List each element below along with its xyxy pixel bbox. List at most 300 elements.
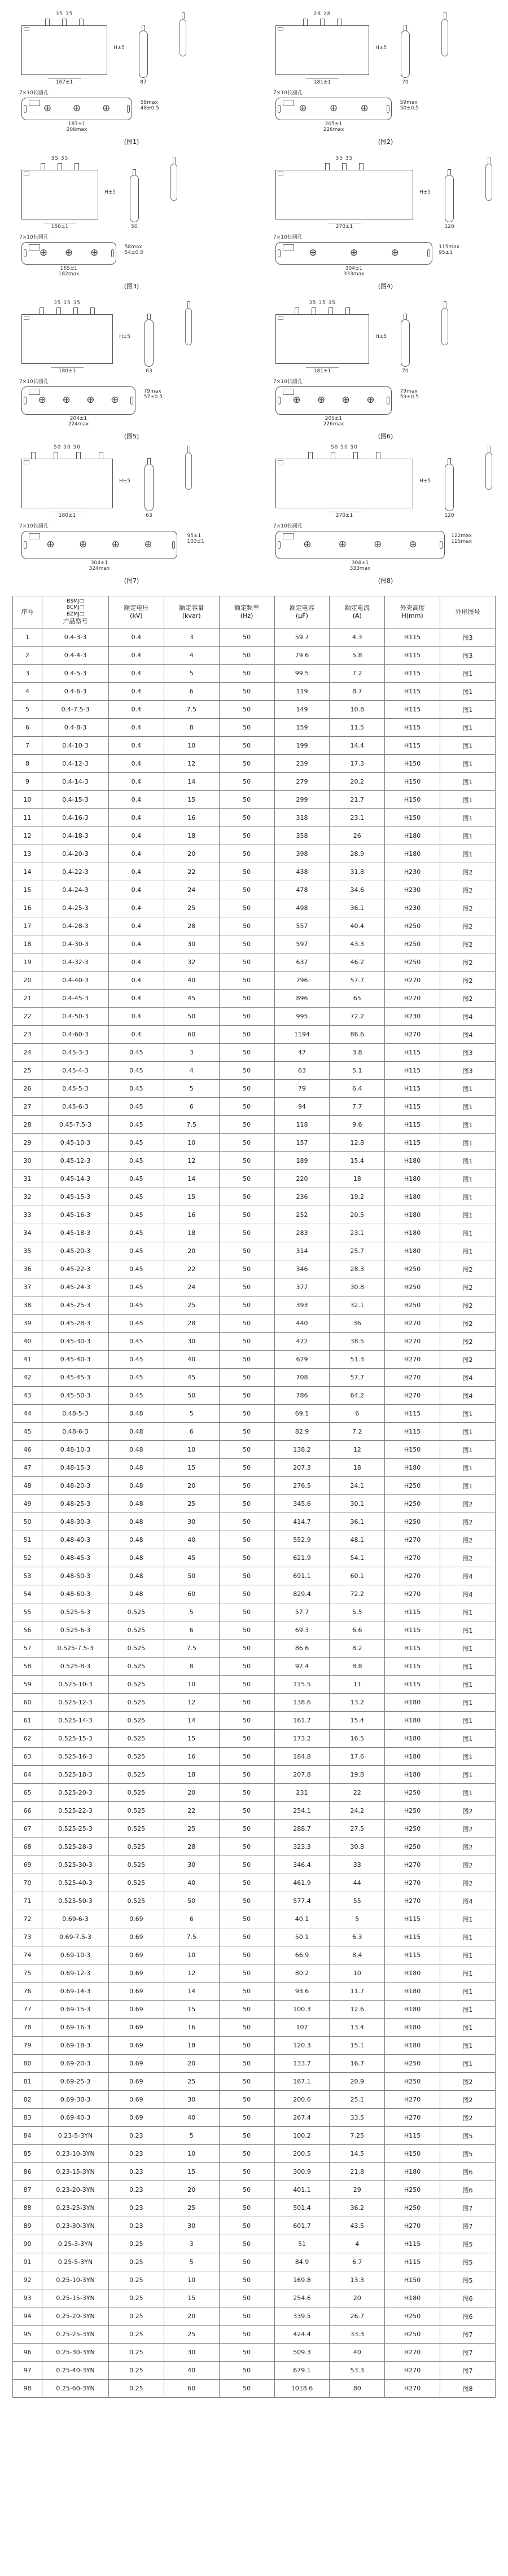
cell-voltage: 0.45 — [109, 1260, 164, 1278]
cell-model: 0.25-15-3YN — [42, 2289, 109, 2307]
cell-capacitance: 346 — [274, 1260, 330, 1278]
cell-capacity: 25 — [164, 2199, 219, 2217]
cell-voltage: 0.45 — [109, 1351, 164, 1369]
cell-frequency: 50 — [219, 1188, 274, 1206]
cell-model: 0.69-30-3 — [42, 2091, 109, 2109]
cell-figure: 图1 — [440, 755, 496, 773]
cell-frequency: 50 — [219, 1892, 274, 1910]
capacitor-top-view — [21, 386, 135, 415]
cell-capacitance: 796 — [274, 972, 330, 990]
cell-height: H115 — [385, 2253, 440, 2271]
cell-capacitance: 173.2 — [274, 1730, 330, 1748]
cell-frequency: 50 — [219, 2271, 274, 2289]
cell-frequency: 50 — [219, 1152, 274, 1170]
table-row — [13, 809, 496, 827]
top-view-row — [259, 90, 508, 134]
cell-index: 90 — [13, 2235, 42, 2253]
mounting-slot-icon — [278, 397, 281, 405]
cell-current: 15.4 — [330, 1712, 385, 1730]
cell-height: H115 — [385, 719, 440, 737]
header-text: 外壳高度 — [400, 604, 425, 612]
cell-current: 7.2 — [330, 1423, 385, 1441]
cell-current: 4 — [330, 2235, 385, 2253]
cell-model: 0.69-18-3 — [42, 2037, 109, 2055]
cell-model: 0.48-6-3 — [42, 1423, 109, 1441]
cell-voltage: 0.25 — [109, 2307, 164, 2326]
cell-frequency: 50 — [219, 1982, 274, 2001]
cell-current: 26.7 — [330, 2307, 385, 2326]
table-row — [13, 1206, 496, 1224]
bushing-stem — [182, 12, 185, 19]
cell-capacity: 30 — [164, 2217, 219, 2235]
cell-capacity: 10 — [164, 1441, 219, 1459]
side-terminal-stub — [147, 314, 151, 319]
cell-figure: 图6 — [440, 2163, 496, 2181]
capacitor-front-view — [275, 459, 431, 508]
side-terminal-stub — [147, 458, 151, 464]
front-view-wrap — [5, 11, 125, 86]
front-view-wrap — [5, 445, 130, 519]
header-text: 产品型号 — [63, 617, 88, 625]
cell-voltage: 0.48 — [109, 1585, 164, 1603]
cell-current: 18 — [330, 1170, 385, 1188]
cell-voltage: 0.69 — [109, 2109, 164, 2127]
terminal-pad-icon: ⊕ — [309, 247, 317, 259]
capacitor-front-view — [275, 314, 387, 364]
cell-model: 0.69-25-3 — [42, 2073, 109, 2091]
cell-capacitance: 314 — [274, 1242, 330, 1260]
cell-voltage: 0.4 — [109, 990, 164, 1008]
cell-frequency: 50 — [219, 1658, 274, 1676]
cell-model: 0.4-40-3 — [42, 972, 109, 990]
cell-frequency: 50 — [219, 719, 274, 737]
cell-model: 0.525-8-3 — [42, 1658, 109, 1676]
cell-figure: 图1 — [440, 773, 496, 791]
cell-voltage: 0.525 — [109, 1712, 164, 1730]
header-unit: (A) — [352, 612, 362, 620]
cell-height: H180 — [385, 1206, 440, 1224]
table-row — [13, 1116, 496, 1134]
cell-voltage: 0.45 — [109, 1062, 164, 1080]
cell-capacitance: 478 — [274, 881, 330, 899]
terminal-stub — [41, 163, 45, 170]
cell-figure: 图2 — [440, 1495, 496, 1513]
table-row — [13, 2217, 496, 2235]
cell-figure: 图1 — [440, 2001, 496, 2019]
cell-voltage: 0.525 — [109, 1621, 164, 1639]
base-depth-labels — [144, 389, 163, 401]
terminal-stub — [75, 163, 79, 170]
cell-height: H230 — [385, 863, 440, 881]
cell-model: 0.23-10-3YN — [42, 2145, 109, 2163]
table-row — [13, 1441, 496, 1459]
cell-capacitance: 279 — [274, 773, 330, 791]
cell-height: H115 — [385, 737, 440, 755]
bushing-detail — [485, 157, 492, 201]
cell-capacity: 24 — [164, 1278, 219, 1296]
cell-figure: 图2 — [440, 899, 496, 917]
cell-current: 72.2 — [330, 1008, 385, 1026]
cell-height: H250 — [385, 1296, 440, 1315]
cell-capacity: 5 — [164, 665, 219, 683]
cell-current: 53.3 — [330, 2362, 385, 2380]
cell-capacity: 22 — [164, 1802, 219, 1820]
cell-capacity: 7.5 — [164, 701, 219, 719]
side-body — [144, 319, 154, 367]
cell-voltage: 0.48 — [109, 1459, 164, 1477]
figure-drawing-1 — [5, 8, 259, 152]
dim-base-width-max: 226max — [323, 421, 344, 428]
cell-voltage: 0.25 — [109, 2362, 164, 2380]
cell-index: 7 — [13, 737, 42, 755]
cell-capacitance: 621.9 — [274, 1549, 330, 1567]
cell-voltage: 0.45 — [109, 1188, 164, 1206]
cell-height: H180 — [385, 1730, 440, 1748]
cell-voltage: 0.4 — [109, 701, 164, 719]
cell-capacity: 10 — [164, 2271, 219, 2289]
dim-base-depth2: 103±1 — [187, 539, 204, 545]
cell-capacity: 6 — [164, 1910, 219, 1928]
table-row — [13, 1838, 496, 1856]
dim-height: H±5 — [104, 190, 116, 196]
cell-figure: 图1 — [440, 1946, 496, 1964]
terminal-stub — [73, 307, 78, 314]
bushing-body — [179, 19, 186, 56]
cell-height: H115 — [385, 1062, 440, 1080]
cell-capacitance: 99.5 — [274, 665, 330, 683]
cell-figure: 图2 — [440, 917, 496, 935]
table-row — [13, 845, 496, 863]
table-row — [13, 1730, 496, 1748]
header-unit: H(mm) — [401, 612, 423, 620]
cell-model: 0.69-12-3 — [42, 1964, 109, 1982]
cell-capacitance: 323.3 — [274, 1838, 330, 1856]
cell-index: 10 — [13, 791, 42, 809]
cell-capacity: 10 — [164, 1134, 219, 1152]
cell-model: 0.45-7.5-3 — [42, 1116, 109, 1134]
cell-figure: 图2 — [440, 2109, 496, 2127]
table-row — [13, 990, 496, 1008]
cell-model: 0.23-30-3YN — [42, 2217, 109, 2235]
cell-model: 0.4-14-3 — [42, 773, 109, 791]
cell-model: 0.4-15-3 — [42, 791, 109, 809]
cell-current: 9.6 — [330, 1116, 385, 1134]
cell-model: 0.45-40-3 — [42, 1351, 109, 1369]
cell-voltage: 0.69 — [109, 2019, 164, 2037]
dim-base-depth: 58max — [124, 244, 142, 250]
cell-index: 64 — [13, 1766, 42, 1784]
figure-caption: (图5) — [124, 433, 139, 441]
cell-index: 41 — [13, 1351, 42, 1369]
cell-figure: 图1 — [440, 845, 496, 863]
cell-figure: 图1 — [440, 1080, 496, 1098]
cell-height: H180 — [385, 1964, 440, 1982]
cell-height: H115 — [385, 1676, 440, 1694]
bushing-stem — [187, 446, 190, 452]
side-terminal-stub — [448, 169, 451, 175]
terminal-stub — [79, 19, 84, 25]
cell-capacity: 24 — [164, 881, 219, 899]
cell-voltage: 0.4 — [109, 899, 164, 917]
cell-frequency: 50 — [219, 2145, 274, 2163]
cell-capacitance: 708 — [274, 1369, 330, 1387]
cell-voltage: 0.4 — [109, 972, 164, 990]
table-row — [13, 665, 496, 683]
cell-figure: 图6 — [440, 2181, 496, 2199]
cell-current: 8.7 — [330, 683, 385, 701]
cell-index: 75 — [13, 1964, 42, 1982]
terminal-pad-icon: ⊕ — [79, 539, 87, 551]
side-body — [139, 30, 148, 78]
cell-height: H270 — [385, 1856, 440, 1874]
cell-figure: 图1 — [440, 1928, 496, 1946]
cell-capacity: 12 — [164, 1694, 219, 1712]
bushing-stem — [488, 157, 491, 164]
cell-current: 55 — [330, 1892, 385, 1910]
table-row — [13, 628, 496, 647]
table-row — [13, 1513, 496, 1531]
cell-model: 0.45-20-3 — [42, 1242, 109, 1260]
cell-current: 30.1 — [330, 1495, 385, 1513]
dim-depth: 120 — [444, 513, 454, 518]
cell-capacitance: 498 — [274, 899, 330, 917]
bushing-stem — [444, 301, 446, 308]
cell-model: 0.45-10-3 — [42, 1134, 109, 1152]
cell-height: H270 — [385, 1315, 440, 1333]
table-row — [13, 2253, 496, 2271]
figure-drawing-4 — [259, 152, 508, 297]
cell-model: 0.69-14-3 — [42, 1982, 109, 2001]
cell-current: 8.8 — [330, 1658, 385, 1676]
label-plate — [24, 27, 29, 31]
table-row — [13, 1152, 496, 1170]
bushing-detail — [485, 446, 492, 490]
mounting-slot-icon — [24, 249, 27, 257]
table-row — [13, 1477, 496, 1495]
cell-frequency: 50 — [219, 1351, 274, 1369]
terminal-pad-icon: ⊕ — [292, 394, 301, 406]
cell-voltage: 0.4 — [109, 683, 164, 701]
cell-capacitance: 461.9 — [274, 1874, 330, 1892]
cell-capacitance: 107 — [274, 2019, 330, 2037]
figure-caption: (图7) — [124, 577, 139, 585]
cell-current: 17.6 — [330, 1748, 385, 1766]
table-row — [13, 1170, 496, 1188]
cell-capacity: 22 — [164, 1260, 219, 1278]
cell-capacity: 10 — [164, 2145, 219, 2163]
cell-frequency: 50 — [219, 953, 274, 972]
mounting-hole-note: 7×10长圆孔 — [19, 379, 49, 385]
cell-capacity: 28 — [164, 1838, 219, 1856]
cell-figure: 图1 — [440, 2055, 496, 2073]
cell-capacitance: 472 — [274, 1333, 330, 1351]
label-plate — [278, 27, 283, 31]
cell-index: 72 — [13, 1910, 42, 1928]
cell-model: 0.4-32-3 — [42, 953, 109, 972]
cell-height: H150 — [385, 809, 440, 827]
cell-height: H250 — [385, 935, 440, 953]
dim-base-width: 205±1 — [325, 121, 343, 127]
cell-model: 0.23-15-3YN — [42, 2163, 109, 2181]
cell-height: H115 — [385, 1405, 440, 1423]
cell-figure: 图1 — [440, 1441, 496, 1459]
table-row — [13, 1621, 496, 1639]
cell-height: H270 — [385, 1026, 440, 1044]
figure-drawing-5 — [5, 297, 259, 441]
cell-capacitance: 133.7 — [274, 2055, 330, 2073]
cell-current: 17.3 — [330, 755, 385, 773]
cell-height: H115 — [385, 1946, 440, 1964]
cell-current: 44 — [330, 1874, 385, 1892]
col-header-model — [42, 596, 109, 628]
cell-capacitance: 100.2 — [274, 2127, 330, 2145]
cell-capacitance: 94 — [274, 1098, 330, 1116]
side-view — [393, 314, 418, 375]
cell-frequency: 50 — [219, 755, 274, 773]
cell-current: 6.4 — [330, 1080, 385, 1098]
front-view-wrap — [259, 156, 431, 230]
terminal-stub — [376, 452, 380, 459]
dim-base-width: 205±1 — [325, 415, 343, 421]
terminal-stubs — [275, 18, 369, 25]
cell-current: 36.1 — [330, 1513, 385, 1531]
col-header-frequency — [219, 596, 274, 628]
table-row — [13, 1585, 496, 1603]
cell-frequency: 50 — [219, 628, 274, 647]
cell-capacity: 28 — [164, 917, 219, 935]
base-dimensions — [275, 121, 392, 134]
cell-index: 58 — [13, 1658, 42, 1676]
cell-capacitance: 92.4 — [274, 1658, 330, 1676]
terminal-stub — [99, 452, 103, 459]
cell-voltage: 0.23 — [109, 2181, 164, 2199]
cell-voltage: 0.525 — [109, 1748, 164, 1766]
cell-current: 40 — [330, 2344, 385, 2362]
cell-model: 0.4-7.5-3 — [42, 701, 109, 719]
side-terminal-stub — [133, 169, 136, 175]
cell-height: H180 — [385, 2163, 440, 2181]
front-row — [5, 156, 259, 230]
cell-height: H270 — [385, 1351, 440, 1369]
cell-figure: 图3 — [440, 1044, 496, 1062]
cell-figure: 图2 — [440, 935, 496, 953]
cell-capacity: 20 — [164, 845, 219, 863]
cell-model: 0.45-5-3 — [42, 1080, 109, 1098]
cell-height: H115 — [385, 701, 440, 719]
table-row — [13, 972, 496, 990]
cell-figure: 图7 — [440, 2362, 496, 2380]
dim-base-width-max: 206max — [66, 127, 87, 133]
mounting-hole-note: 7×10长圆孔 — [273, 379, 303, 385]
cell-frequency: 50 — [219, 1928, 274, 1946]
cell-current: 80 — [330, 2380, 385, 2398]
cell-capacitance: 786 — [274, 1387, 330, 1405]
cell-capacity: 20 — [164, 2307, 219, 2326]
cell-figure: 图2 — [440, 1278, 496, 1296]
capacitor-top-view — [275, 531, 445, 559]
table-row — [13, 1748, 496, 1766]
cell-figure: 图4 — [440, 1026, 496, 1044]
cell-frequency: 50 — [219, 2326, 274, 2344]
terminal-pad-icon: ⊕ — [349, 247, 358, 259]
cell-capacitance: 300.9 — [274, 2163, 330, 2181]
cell-frequency: 50 — [219, 1946, 274, 1964]
cell-frequency: 50 — [219, 1910, 274, 1928]
cell-current: 23.1 — [330, 809, 385, 827]
cell-capacity: 8 — [164, 719, 219, 737]
cell-figure: 图2 — [440, 1513, 496, 1531]
cell-index: 40 — [13, 1333, 42, 1351]
mounting-slot-icon — [387, 105, 389, 113]
cell-capacitance: 438 — [274, 863, 330, 881]
cell-frequency: 50 — [219, 1134, 274, 1152]
cell-capacitance: 207.8 — [274, 1766, 330, 1784]
cell-voltage: 0.48 — [109, 1567, 164, 1585]
cell-height: H180 — [385, 1224, 440, 1242]
cell-index: 32 — [13, 1188, 42, 1206]
cell-model: 0.45-45-3 — [42, 1369, 109, 1387]
cell-capacitance: 50.1 — [274, 1928, 330, 1946]
cell-frequency: 50 — [219, 1170, 274, 1188]
front-row — [259, 300, 508, 375]
cell-voltage: 0.45 — [109, 1387, 164, 1405]
cell-voltage: 0.525 — [109, 1603, 164, 1621]
cell-capacity: 40 — [164, 972, 219, 990]
cell-capacity: 6 — [164, 1423, 219, 1441]
cell-figure: 图2 — [440, 1820, 496, 1838]
cell-index: 16 — [13, 899, 42, 917]
capacitor-top-view — [21, 531, 177, 559]
table-row — [13, 773, 496, 791]
cell-index: 60 — [13, 1694, 42, 1712]
cell-index: 51 — [13, 1531, 42, 1549]
cell-frequency: 50 — [219, 1820, 274, 1838]
cell-capacity: 30 — [164, 1513, 219, 1531]
table-row — [13, 881, 496, 899]
table-row — [13, 1964, 496, 1982]
cell-capacitance: 169.8 — [274, 2271, 330, 2289]
terminal-pad-icon: ⊕ — [144, 539, 152, 551]
cell-model: 0.23-5-3YN — [42, 2127, 109, 2145]
cell-frequency: 50 — [219, 1026, 274, 1044]
cell-index: 24 — [13, 1044, 42, 1062]
cell-figure: 图2 — [440, 1333, 496, 1351]
dim-base-width: 304±1 — [351, 560, 369, 566]
cell-figure: 图1 — [440, 827, 496, 845]
cell-current: 36.2 — [330, 2199, 385, 2217]
cell-index: 11 — [13, 809, 42, 827]
cell-capacitance: 424.4 — [274, 2326, 330, 2344]
cell-voltage: 0.45 — [109, 1116, 164, 1134]
cell-index: 19 — [13, 953, 42, 972]
cell-capacitance: 252 — [274, 1206, 330, 1224]
terminal-stub — [303, 19, 308, 25]
cell-current: 32.1 — [330, 1296, 385, 1315]
cell-capacity: 3 — [164, 2235, 219, 2253]
cell-model: 0.48-5-3 — [42, 1405, 109, 1423]
cell-current: 5.1 — [330, 1062, 385, 1080]
cell-current: 13.3 — [330, 2271, 385, 2289]
cell-height: H230 — [385, 1008, 440, 1026]
cell-capacity: 10 — [164, 737, 219, 755]
cell-voltage: 0.69 — [109, 2001, 164, 2019]
table-row — [13, 1549, 496, 1567]
capacitor-front-view — [21, 170, 116, 219]
cell-index: 94 — [13, 2307, 42, 2326]
cell-frequency: 50 — [219, 1405, 274, 1423]
cell-voltage: 0.45 — [109, 1044, 164, 1062]
cell-height: H250 — [385, 1838, 440, 1856]
